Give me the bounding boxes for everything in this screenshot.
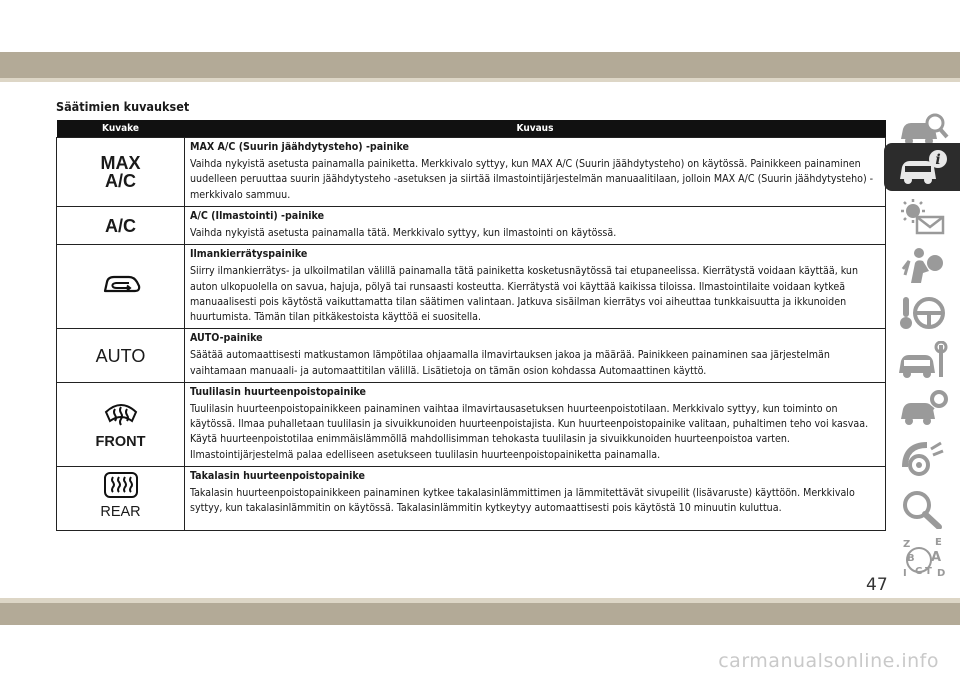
ac-icon-label: A/C (105, 215, 136, 236)
header-band (0, 52, 960, 78)
row-text: Siirry ilmankierrätys- ja ulkoilmatilan välillä painamalla tätä painiketta kosketusnäytössä tai etupaneelissa. Kierrätystä voidaan käyttää, kun auton ulkopuolella on savua, hajuja, pölyä tai runsaasti kosteutta. Kierrätystä voi käyttää kaikissa tiloissa. Ilmastointilaite voidaan kytkeä manuaalisesti pois käytöstä vaikuttamatta tilan säätimen valintaan. Jatkuva sisäilman kierrätys voi aiheuttaa tunkkaisuutta ja ikkunoiden huurtumista. Tämän tilan pitkäkestoista käyttöä ei suositella. (190, 265, 859, 324)
max-ac-icon-cell (57, 138, 185, 207)
auto-icon-cell (57, 329, 185, 383)
airbag-person-icon (897, 245, 949, 285)
index-letter-e: E (935, 537, 942, 548)
front-defrost-icon (103, 399, 139, 429)
row-text: Säätää automaattisesti matkustamon lämpötilaa ohjaamalla ilmavirtauksen jakoa ja määrää. Painikkeen painaminen saa järjestelmän vaihtamaan manuaali- ja automaattitilan välillä. Lisätietoja on tämän osion kohdassa Automaattinen käyttö. (190, 349, 830, 377)
tab-safety[interactable] (886, 241, 960, 289)
tab-technical-specifications[interactable] (886, 435, 960, 483)
auto-icon-label: AUTO (95, 345, 146, 366)
car-info-icon (896, 147, 948, 187)
row-text: Takalasin huurteenpoistopainikkeen painaminen kytkee takalasinlämmittimen ja lämmitettävät sivupeilit (lisävaruste) käyttöön. Merkkivalo syttyy, kun takalasinlämmitin on käytössä. Takalasinlämmitin kytkeytyy automaattisesti pois käytöstä 10 minuutin kuluttua. (190, 487, 855, 515)
description-cell (185, 382, 886, 466)
column-header-icon: Kuvake (57, 120, 185, 138)
watermark (0, 650, 960, 672)
max-ac-icon-line1: MAX (100, 152, 141, 173)
rear-defrost-icon-cell (57, 466, 185, 531)
tab-warning-lights[interactable] (886, 193, 960, 241)
column-header-description: Kuvaus (185, 120, 886, 138)
row-title: AUTO-painike (190, 332, 263, 345)
recirculation-icon-cell (57, 245, 185, 329)
rear-defrost-icon (102, 471, 140, 499)
description-cell (185, 329, 886, 383)
svg-text:i: i (935, 152, 941, 168)
row-text: Tuulilasin huurteenpoistopainikkeen painaminen vaihtaa ilmavirtausasetuksen huurteenpoistotilaan. Merkkivalo syttyy, kun toiminto on käytössä. Ilmaa puhalletaan tuulilasin ja sivuikkunoiden huurteenpoistajista. Kun huurteenpoistopainike valitaan, puhaltimen teho voi kasvaa. Käytä huurteenpoistotilaa enimmäislämmöllä mahdollisimman tehokasta tuulilasin ja sivuikkunoiden huurteenpoistoa varten. Ilmastointijärjestelmä palaa edelliseen asetukseen tuulilasin huurteenpoistopainiketta painamalla. (190, 403, 869, 461)
search-magnifier-icon (897, 489, 949, 529)
tab-servicing-and-maintenance[interactable] (886, 385, 960, 433)
footer-band (0, 603, 960, 625)
table-row (57, 245, 886, 329)
description-cell (185, 466, 886, 531)
tab-multimedia[interactable] (886, 485, 960, 533)
table-header-row (57, 120, 886, 138)
steering-wheel-key-icon (897, 293, 949, 333)
section-title: Säätimien kuvaukset (56, 99, 190, 114)
table-row (57, 206, 886, 244)
row-text: Vaihda nykyistä asetusta painamalla tätä. Merkkivalo syttyy, kun ilmastointi on käytössä. (190, 227, 617, 240)
description-cell (185, 138, 886, 207)
table-row (57, 382, 886, 466)
controls-table (56, 120, 886, 531)
recirculation-icon (99, 272, 143, 296)
index-letter-t: T (925, 566, 932, 577)
ac-icon-cell (57, 206, 185, 244)
index-letter-z: Z (903, 539, 911, 550)
row-title: Takalasin huurteenpoistopainike (190, 469, 365, 482)
tab-in-case-of-emergency[interactable] (886, 337, 960, 385)
index-letter-d: D (937, 568, 946, 579)
row-title: Ilmankierrätyspainike (190, 248, 308, 261)
row-text: Vaihda nykyistä asetusta painamalla painiketta. Merkkivalo syttyy, kun MAX A/C (Suurin jäähdytysteho) on käytössä. Painikkeen painaminen uudelleen peruuttaa suurin jäähdytysteho -asetuksen ja siirtää ilmastointijärjestelmän manuaalitilaan, jolloin MAX A/C (Suurin jäähdytysteho) -merkkivalo sammuu. (190, 158, 874, 201)
header-band-shade (0, 78, 960, 82)
front-defrost-label: FRONT (95, 433, 146, 450)
row-title: Tuulilasin huurteenpoistopainike (190, 385, 367, 398)
watermark-text: carmanualsonline.info (718, 650, 939, 672)
description-cell (185, 206, 886, 244)
table-row (57, 138, 886, 207)
table-row (57, 466, 886, 531)
rear-defrost-label: REAR (100, 504, 141, 521)
max-ac-icon-line2: A/C (105, 170, 136, 191)
tab-index[interactable] (886, 535, 960, 583)
index-letter-c: C (915, 566, 923, 577)
car-wrench-gear-icon (897, 389, 949, 429)
warning-light-envelope-icon (897, 197, 949, 237)
row-title: MAX A/C (Suurin jäähdytysteho) -painike (190, 141, 410, 153)
index-letter-a: A (931, 550, 942, 565)
page-number: 47 (866, 575, 888, 595)
index-letter-i: I (903, 568, 907, 579)
table-row (57, 329, 886, 383)
tab-instrument-panel[interactable] (884, 143, 960, 191)
alphabetical-index-icon (897, 536, 949, 582)
page-top-margin (0, 0, 960, 52)
specs-gauge-icon (897, 439, 949, 479)
car-wrench-icon (897, 341, 949, 381)
tab-starting-and-operating[interactable] (886, 289, 960, 337)
front-defrost-icon-cell (57, 382, 185, 466)
description-cell (185, 245, 886, 329)
index-letter-b: B (907, 553, 915, 564)
row-title: A/C (Ilmastointi) -painike (190, 209, 325, 222)
